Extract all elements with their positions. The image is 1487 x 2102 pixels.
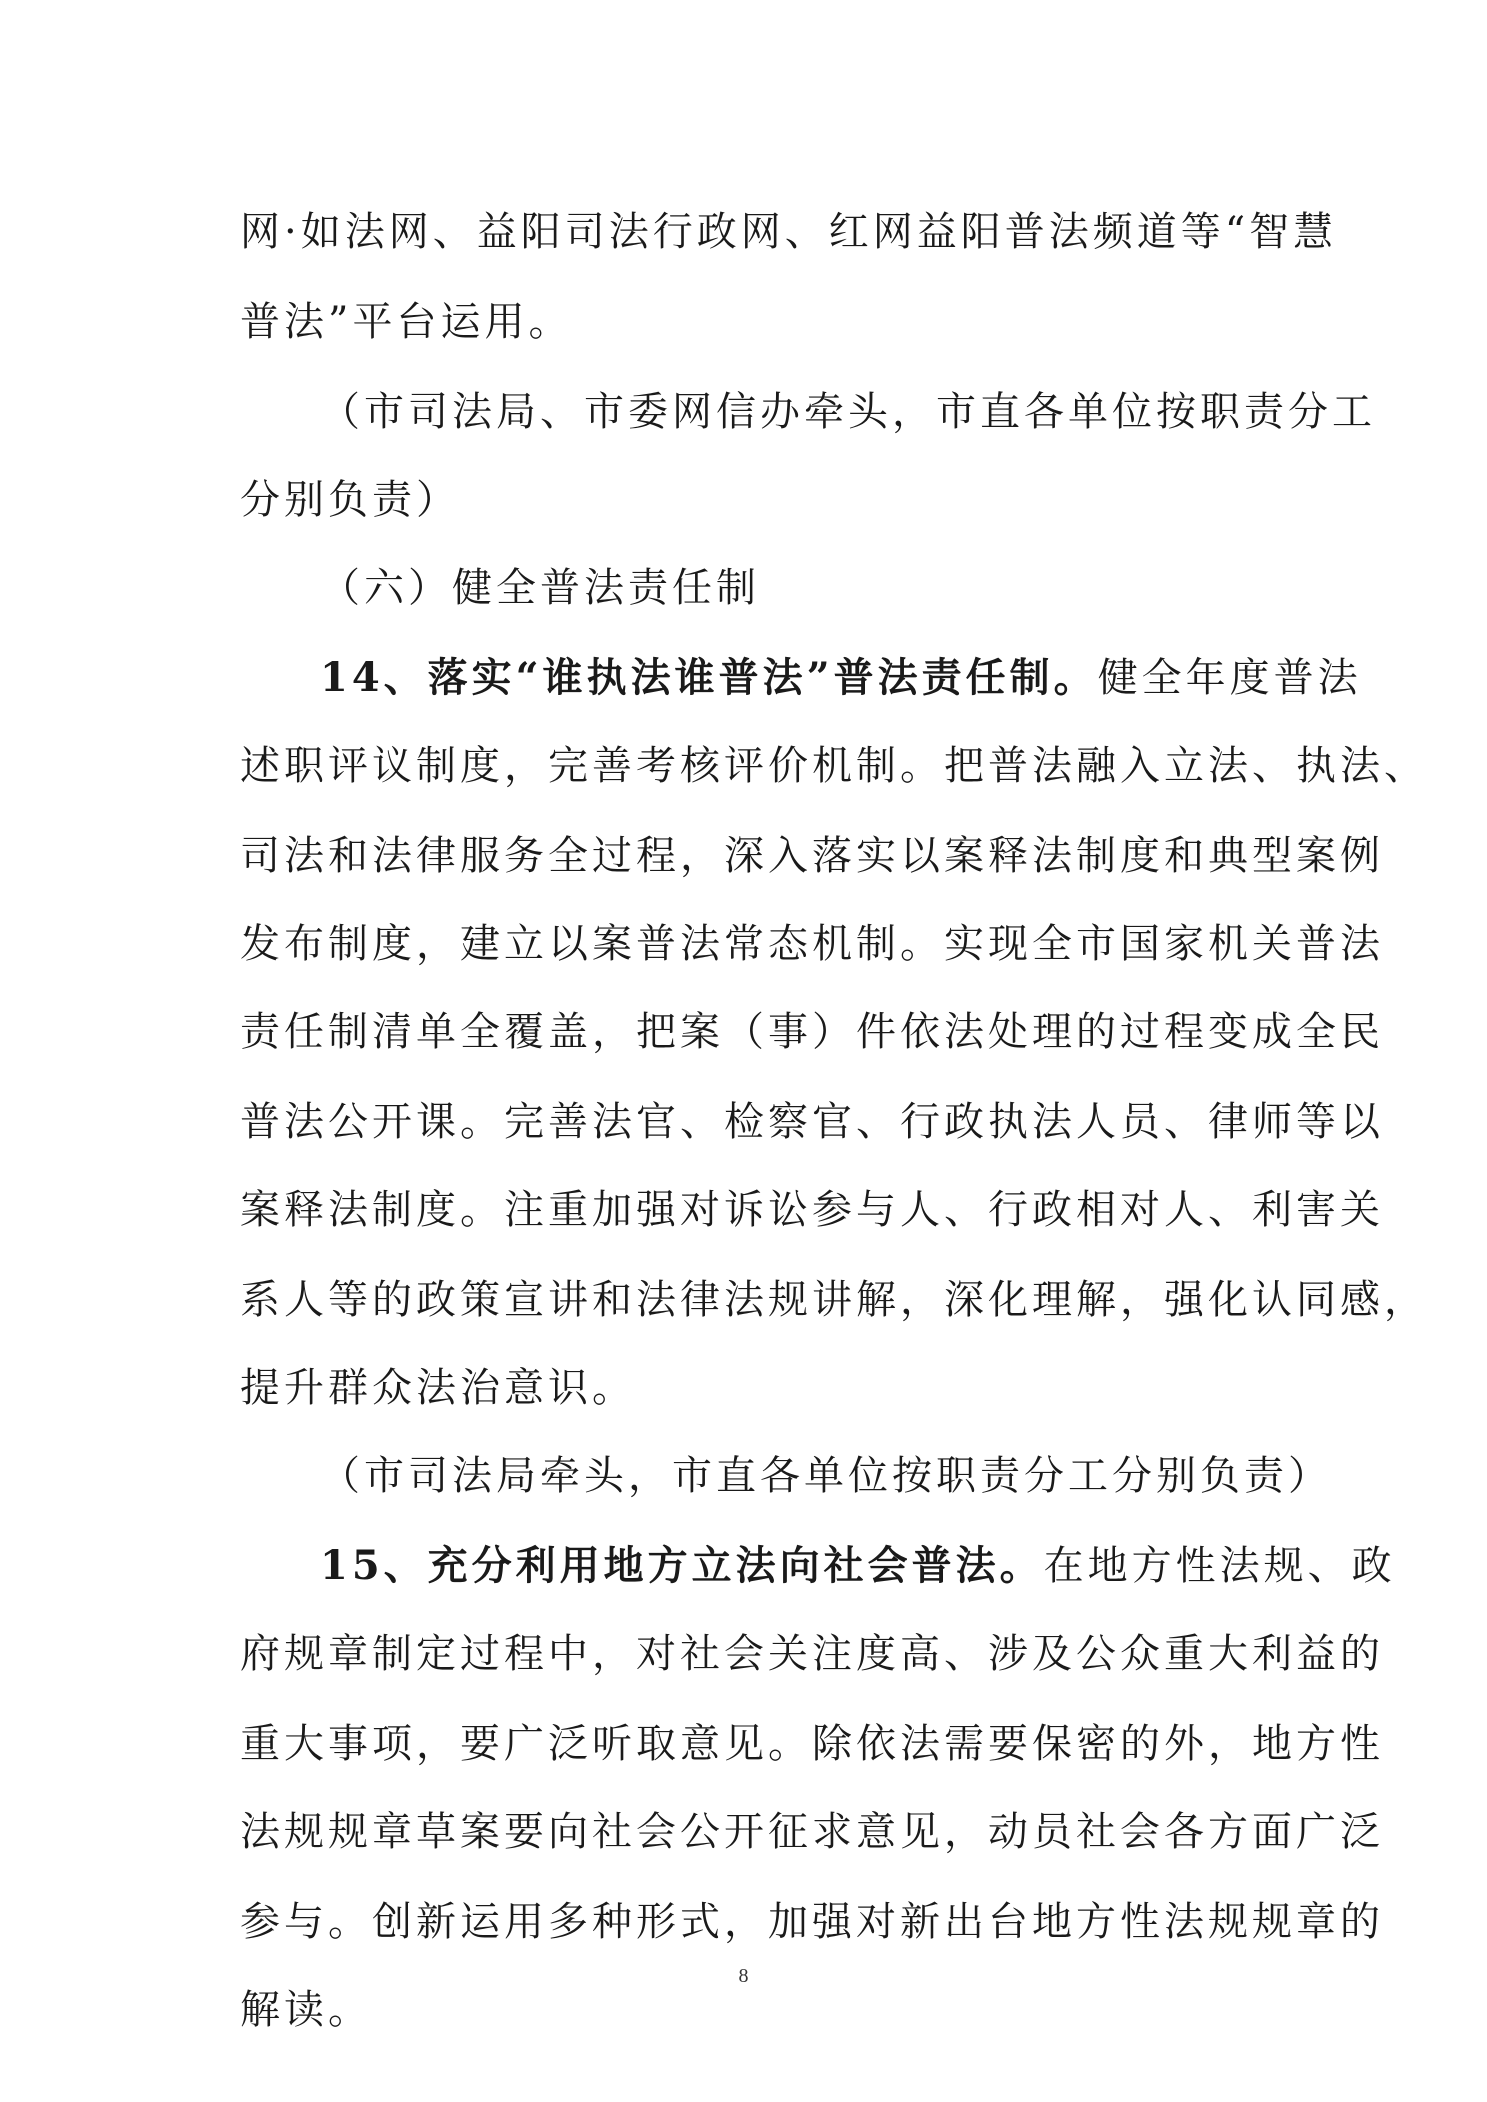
paragraph-line: 网·如法网、益阳司法行政网、红网益阳普法频道等“智慧 bbox=[240, 209, 1338, 255]
responsibility-note: （市司法局、市委网信办牵头，市直各单位按职责分工 bbox=[320, 389, 1376, 435]
item-heading-line bbox=[320, 652, 1362, 704]
paragraph-line: 述职评议制度，完善考核评价机制。把普法融入立法、执法、 bbox=[240, 743, 1428, 789]
paragraph-line: 司法和法律服务全过程，深入落实以案释法制度和典型案例 bbox=[240, 833, 1384, 879]
item-text: 在地方性法规、政 bbox=[1043, 1543, 1396, 1589]
paragraph-line: 重大事项，要广泛听取意见。除依法需要保密的外，地方性 bbox=[240, 1721, 1384, 1767]
item-heading-line bbox=[320, 1540, 1396, 1592]
paragraph-line: 系人等的政策宣讲和法律法规讲解，深化理解，强化认同感， bbox=[240, 1277, 1428, 1323]
paragraph-line: 法规规章草案要向社会公开征求意见，动员社会各方面广泛 bbox=[240, 1809, 1384, 1855]
paragraph-line: 普法公开课。完善法官、检察官、行政执法人员、律师等以 bbox=[240, 1099, 1384, 1145]
section-heading: （六）健全普法责任制 bbox=[320, 565, 760, 611]
paragraph-line: 责任制清单全覆盖，把案（事）件依法处理的过程变成全民 bbox=[240, 1009, 1384, 1055]
paragraph-line: 府规章制定过程中，对社会关注度高、涉及公众重大利益的 bbox=[240, 1631, 1384, 1677]
paragraph-line: 参与。创新运用多种形式，加强对新出台地方性法规规章的 bbox=[240, 1899, 1384, 1945]
paragraph-line: 解读。 bbox=[240, 1987, 372, 2033]
item-title: 14、落实“谁执法谁普法”普法责任制。 bbox=[320, 654, 1098, 701]
item-text: 健全年度普法 bbox=[1097, 655, 1362, 701]
page-number: 8 bbox=[738, 1965, 749, 1987]
paragraph-line: 普法”平台运用。 bbox=[240, 299, 573, 345]
responsibility-note: 分别负责） bbox=[240, 477, 460, 523]
paragraph-line: 发布制度，建立以案普法常态机制。实现全市国家机关普法 bbox=[240, 921, 1384, 967]
item-title: 15、充分利用地方立法向社会普法。 bbox=[320, 1542, 1044, 1589]
paragraph-line: 案释法制度。注重加强对诉讼参与人、行政相对人、利害关 bbox=[240, 1187, 1384, 1233]
responsibility-note: （市司法局牵头，市直各单位按职责分工分别负责） bbox=[320, 1453, 1332, 1499]
paragraph-line: 提升群众法治意识。 bbox=[240, 1365, 636, 1411]
